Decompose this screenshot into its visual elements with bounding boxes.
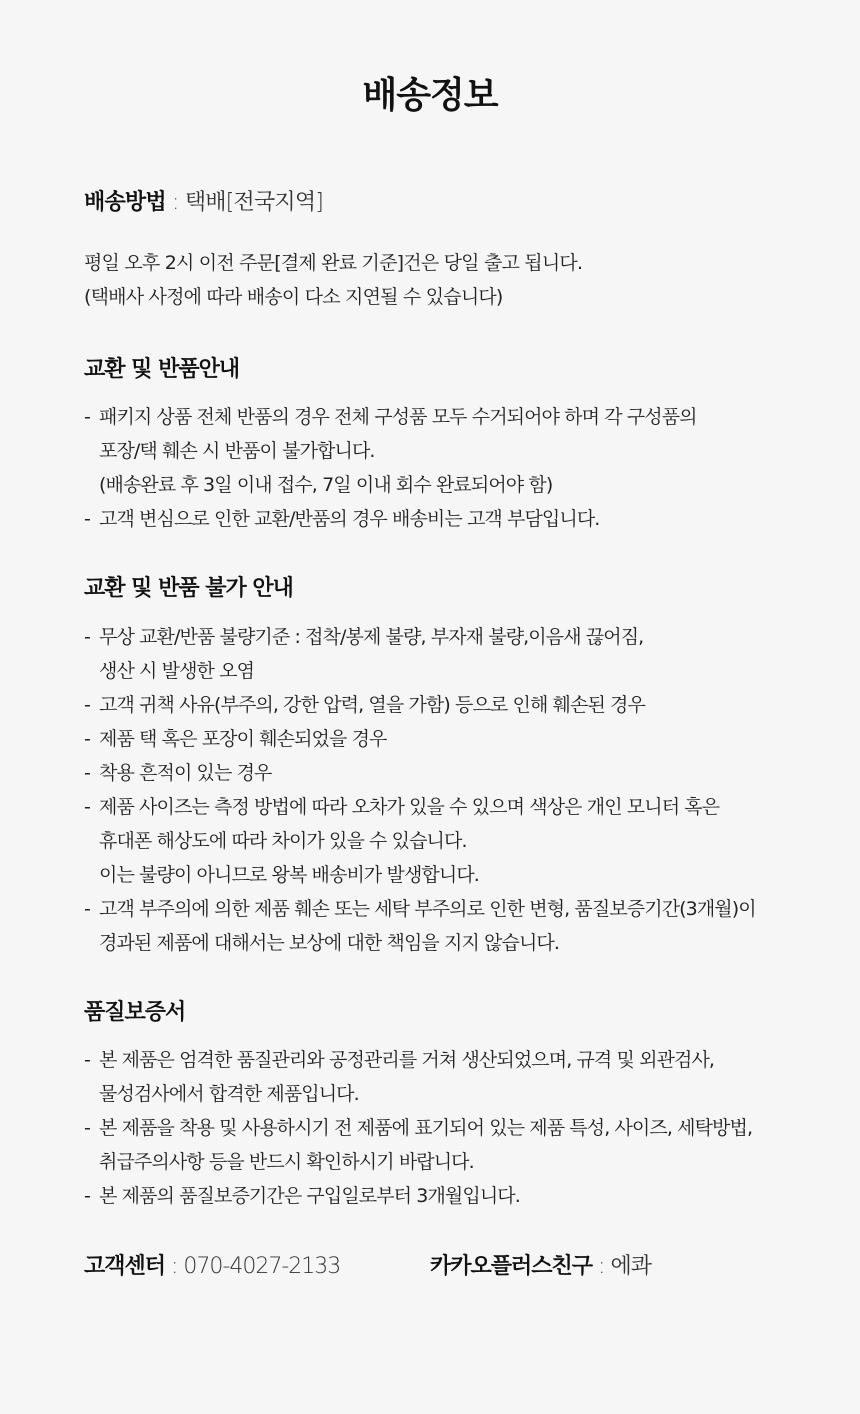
- contact-footer: [84, 1250, 651, 1284]
- list-item-line: - 고객 부주의에 의한 제품 훼손 또는 세탁 부주의로 인한 변형, 품질보증기간(3개월)이: [99, 898, 756, 920]
- list-item-line: - 고객 변심으로 인한 교환/반품의 경우 배송비는 고객 부담입니다.: [99, 508, 600, 530]
- shipping-method-separator: :: [165, 190, 185, 215]
- cs-label: 고객센터: [84, 1254, 166, 1279]
- no-exchange-list: [84, 620, 756, 960]
- list-item-line: 경과된 제품에 대해서는 보상에 대한 책임을 지지 않습니다.: [99, 932, 560, 954]
- warranty-list: [84, 1043, 752, 1213]
- list-item-line: 취급주의사항 등을 반드시 확인하시기 바랍니다.: [99, 1151, 474, 1173]
- kakao-label: 카카오플러스친구: [430, 1254, 593, 1279]
- list-item-line: 포장/택 훼손 시 반품이 불가합니다.: [99, 440, 375, 462]
- kakao-separator: :: [592, 1254, 611, 1279]
- list-item-line: - 본 제품은 엄격한 품질관리와 공정관리를 거쳐 생산되었으며, 규격 및 외관검사,: [99, 1049, 715, 1071]
- cs-phone[interactable]: 070-4027-2133: [183, 1254, 341, 1279]
- list-item-line: 생산 시 발생한 오염: [99, 660, 255, 682]
- list-item-line: - 무상 교환/반품 불량기준 : 접착/봉제 불량, 부자재 불량,이음새 끊어짐,: [99, 626, 644, 648]
- list-item-line: - 착용 흔적이 있는 경우: [99, 762, 272, 784]
- shipping-notes: [84, 246, 582, 314]
- list-item-line: - 본 제품의 품질보증기간은 구입일로부터 3개월입니다.: [99, 1185, 520, 1207]
- list-item-line: - 패키지 상품 전체 반품의 경우 전체 구성품 모두 수거되어야 하며 각 구성품의: [99, 406, 697, 428]
- exchange-list: [84, 400, 697, 536]
- list-item-line: (배송완료 후 3일 이내 접수, 7일 이내 회수 완료되어야 함): [99, 474, 553, 496]
- list-item-line: 휴대폰 해상도에 따라 차이가 있을 수 있습니다.: [99, 830, 467, 852]
- list-item: [84, 892, 756, 960]
- list-item-line: 이는 불량이 아니므로 왕복 배송비가 발생합니다.: [99, 864, 479, 886]
- list-item-line: - 제품 택 혹은 포장이 훼손되었을 경우: [99, 728, 387, 750]
- list-item: [84, 756, 756, 790]
- list-item: [84, 400, 697, 502]
- list-item: [84, 502, 697, 536]
- list-item: [84, 620, 756, 688]
- shipping-method: [84, 186, 323, 220]
- list-item: [84, 688, 756, 722]
- list-item-line: - 고객 귀책 사유(부주의, 강한 압력, 열을 가함) 등으로 인해 훼손된 경우: [99, 694, 645, 716]
- kakao-id[interactable]: 에콰: [610, 1254, 651, 1279]
- page-title: 배송정보: [362, 75, 498, 116]
- exchange-section-title: 교환 및 반품안내: [84, 357, 240, 382]
- list-item-line: - 제품 사이즈는 측정 방법에 따라 오차가 있을 수 있으며 색상은 개인 모니터 혹은: [99, 796, 720, 818]
- no-exchange-section-title: 교환 및 반품 불가 안내: [84, 576, 293, 601]
- list-item: [84, 1043, 752, 1111]
- list-item-line: - 본 제품을 착용 및 사용하시기 전 제품에 표기되어 있는 제품 특성, 사이즈, 세탁방법,: [99, 1117, 753, 1139]
- shipping-note: 평일 오후 2시 이전 주문[결제 완료 기준]건은 당일 출고 됩니다.: [84, 252, 583, 274]
- cs-separator: :: [165, 1254, 184, 1279]
- list-item-line: 물성검사에서 합격한 제품입니다.: [99, 1083, 359, 1105]
- list-item: [84, 722, 756, 756]
- kakao-contact: [430, 1250, 651, 1284]
- shipping-method-label: 배송방법: [84, 190, 166, 215]
- list-item: [84, 1111, 752, 1179]
- shipping-method-value: 택배[전국지역]: [184, 190, 324, 215]
- warranty-section-title: 품질보증서: [84, 1000, 186, 1025]
- shipping-note: (택배사 사정에 따라 배송이 다소 지연될 수 있습니다): [84, 286, 503, 308]
- list-item: [84, 790, 756, 892]
- list-item: [84, 1179, 752, 1213]
